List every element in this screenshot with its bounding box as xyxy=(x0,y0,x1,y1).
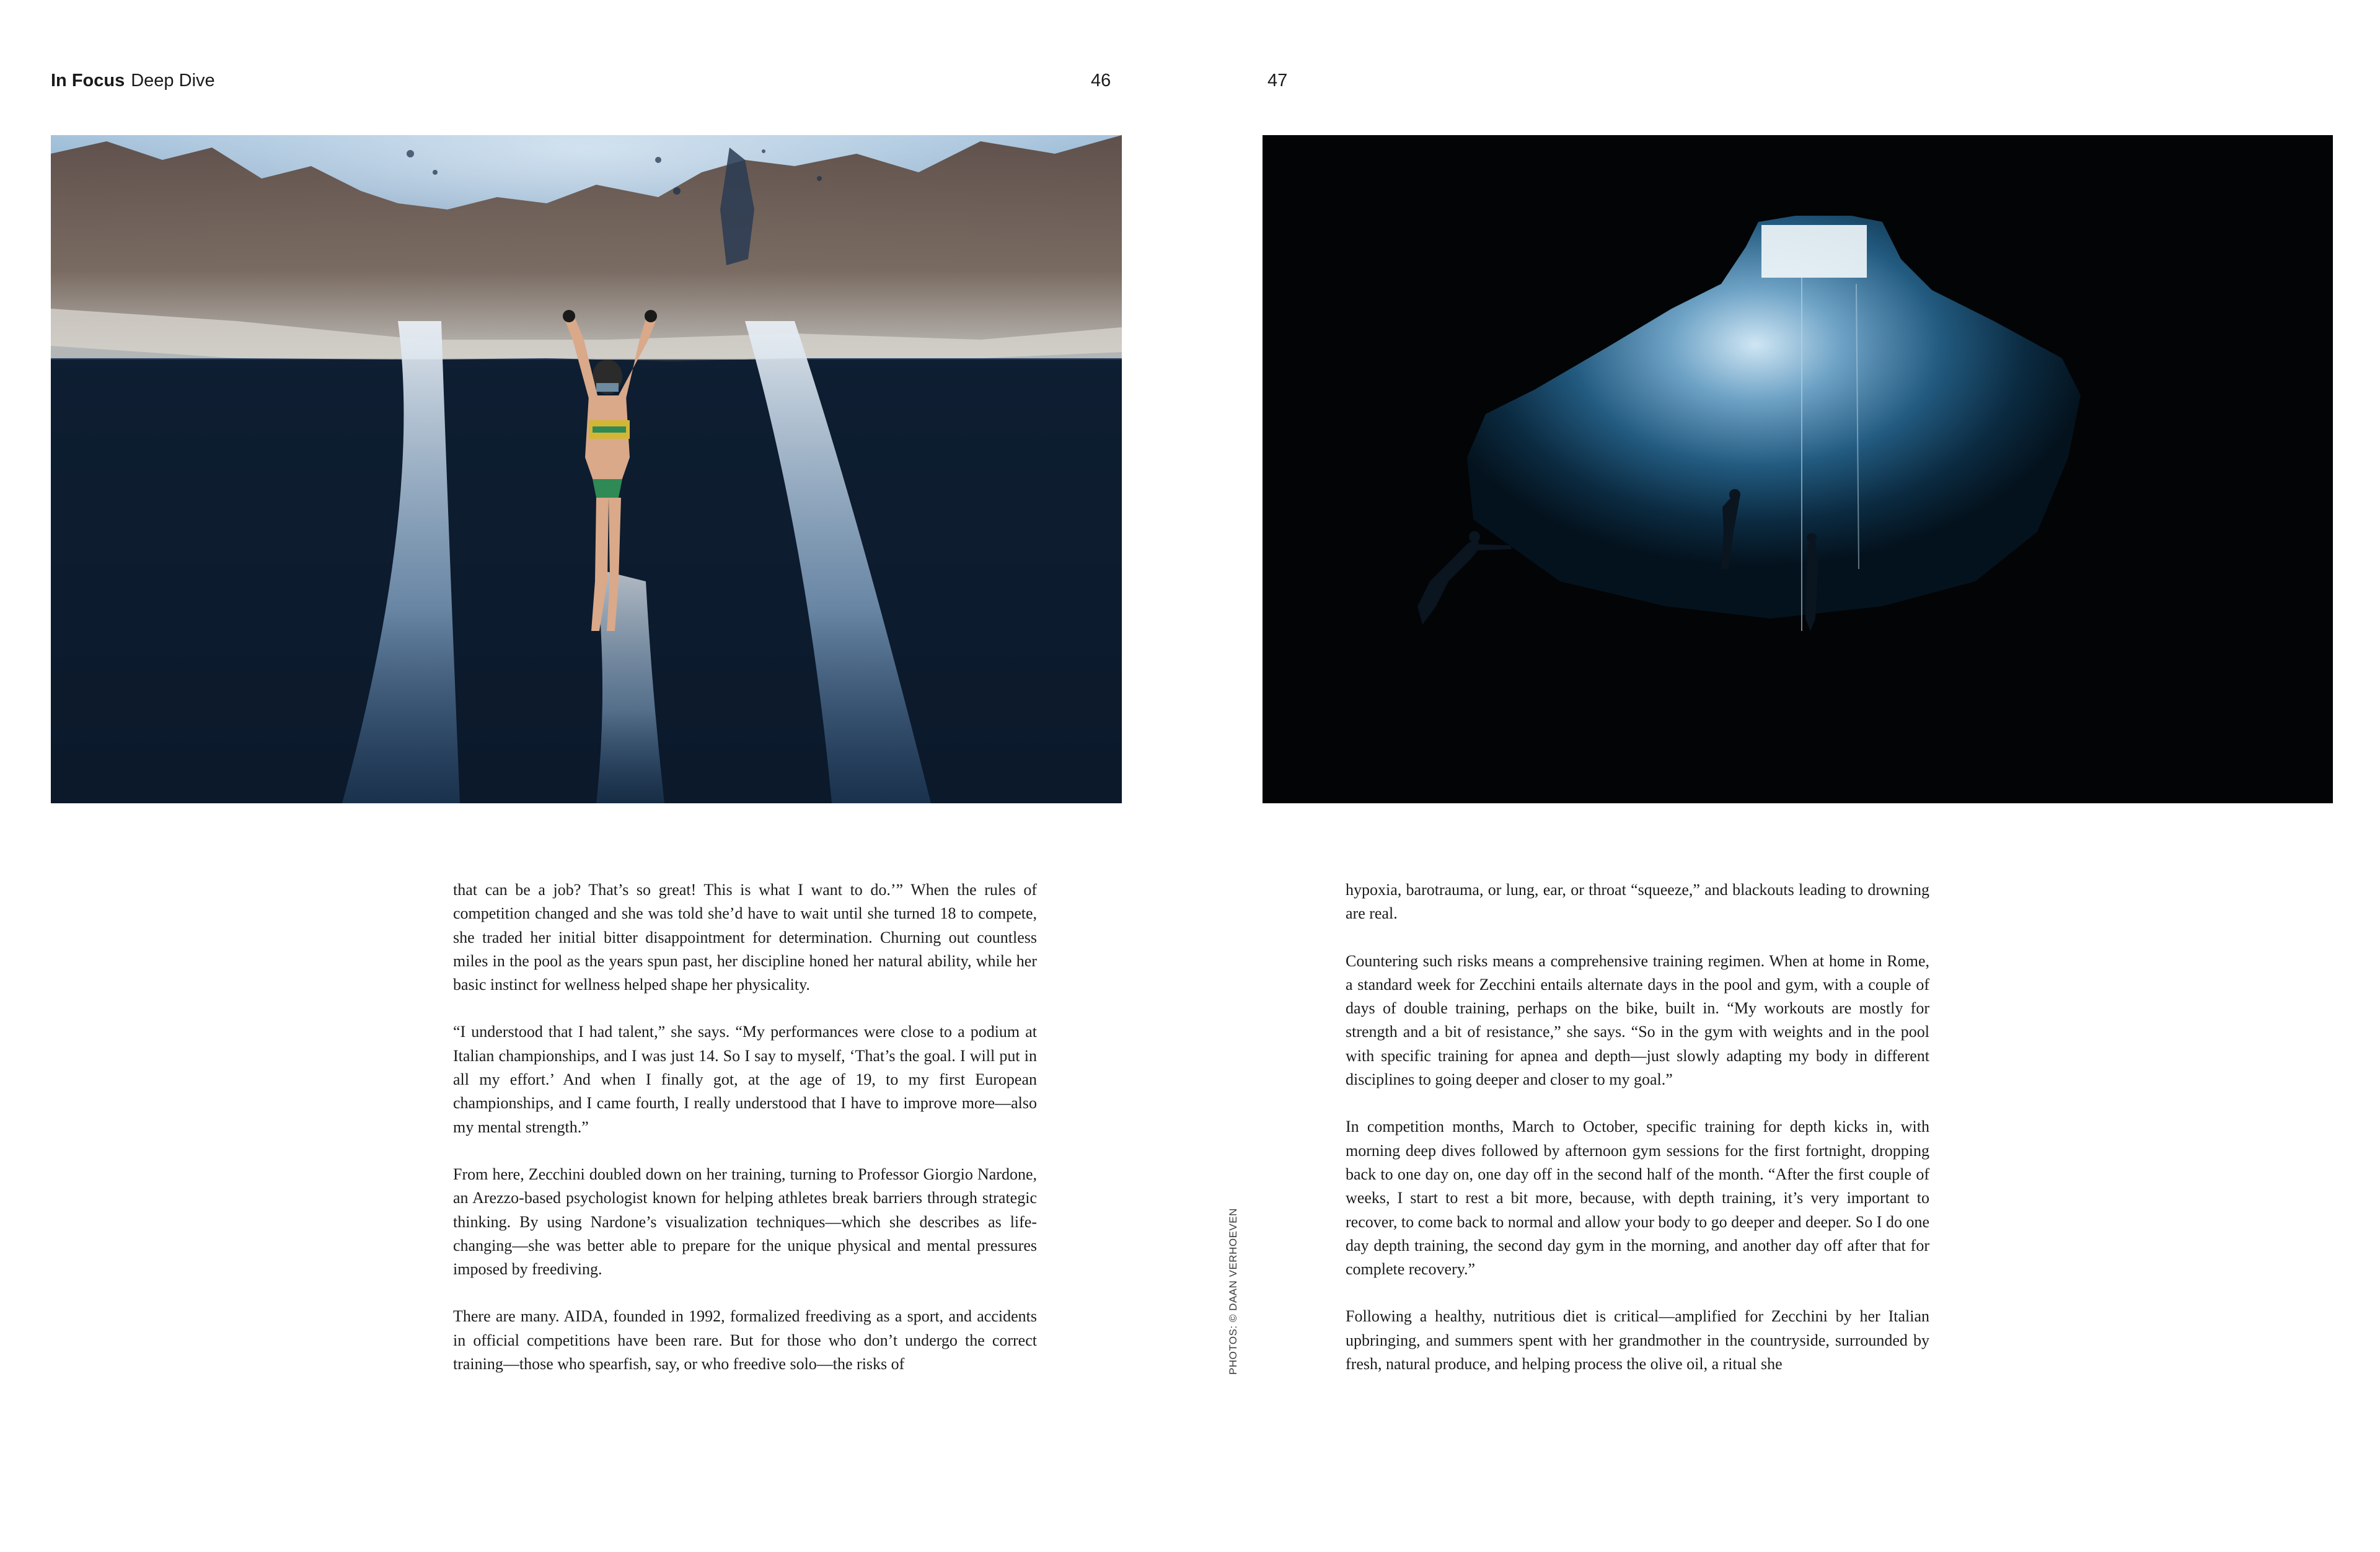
paragraph: In competition months, March to October, specific training for depth kicks in, with morning deep dives followed by afternoon gym sessions for the first fortnight, dropping back to one day on, one day off in the second half of the month. “After the first couple of weeks, I start to rest a bit more, because, with depth training, it’s very important to recover, to come back to normal and allow your body to go deeper and deeper. So I do one day depth training, the second day gym in the morning, and another day off after that for complete recovery.” xyxy=(1346,1118,1929,1279)
paragraph: hypoxia, barotrauma, or lung, ear, or throat “squeeze,” and blackouts leading to drowning are real. xyxy=(1346,881,1929,923)
freediver-photo-illustration xyxy=(51,135,1122,803)
running-head xyxy=(51,69,215,92)
left-text-column xyxy=(453,878,1037,1400)
paragraph: From here, Zecchini doubled down on her training, turning to Professor Giorgio Nardone, an Arezzo-based psychologist known for helping athletes break barriers through strategic thinking. By using Nardone’s visualization techniques—which she describes as life-changing—she was better able to prepare for the unique physical and mental pressures imposed by freediving. xyxy=(453,1165,1037,1279)
right-text-column xyxy=(1346,878,1929,1400)
right-page xyxy=(1190,0,2380,1552)
section-subtitle: Deep Dive xyxy=(131,71,215,90)
paragraph: Countering such risks means a comprehensive training regimen. When at home in Rome, a standard week for Zecchini entails alternate days in the pool and gym, with a couple of days of double training, perhaps on the bike, built in. “My workouts are mostly for strength and a bit of resistance,” she says. “So in the gym with weights and in the pool with specific training for apnea and depth—just slowly adapting my body in different disciplines to going deeper and closer to my goal.” xyxy=(1346,951,1929,1089)
photo-credit: PHOTOS: © DAAN VERHOEVEN xyxy=(1227,1208,1239,1375)
page-number-right: 47 xyxy=(1267,71,1288,90)
paragraph: that can be a job? That’s so great! This is what I want to do.’” When the rules of competition changed and she was told she’d have to wait until she turned 18 to compete, she traded her initial bitter disappointment for determination. Churning out countless miles in the pool as the years spun past, her discipline honed her natural ability, while her basic instinct for wellness helped shape her physicality. xyxy=(453,881,1037,994)
underwater-cave-divers-photo xyxy=(1263,135,2333,803)
paragraph: Following a healthy, nutritious diet is critical—amplified for Zecchini by her Italian upbringing, and summers spent with her grandmother in the countryside, surrounded by fresh, natural produce, and helping process the olive oil, a ritual she xyxy=(1346,1307,1929,1373)
section-label: In Focus xyxy=(51,71,125,90)
page-number-left: 46 xyxy=(1091,71,1111,90)
freediver-ascending-photo xyxy=(51,135,1122,803)
paragraph: There are many. AIDA, founded in 1992, formalized freediving as a sport, and accidents in official competitions have been rare. But for those who don’t undergo the correct training—those who spearfish, say, or who freedive solo—the risks of xyxy=(453,1307,1037,1373)
cave-photo-illustration xyxy=(1263,135,2333,803)
paragraph: “I understood that I had talent,” she says. “My performances were close to a podium at Italian championships, and I was just 14. So I say to myself, ‘That’s the goal. I will put in all my effort.’ And when I finally got, at the age of 19, to my first European championships, and I came fourth, I really understood that I have to improve more—also my mental strength.” xyxy=(453,1023,1037,1136)
